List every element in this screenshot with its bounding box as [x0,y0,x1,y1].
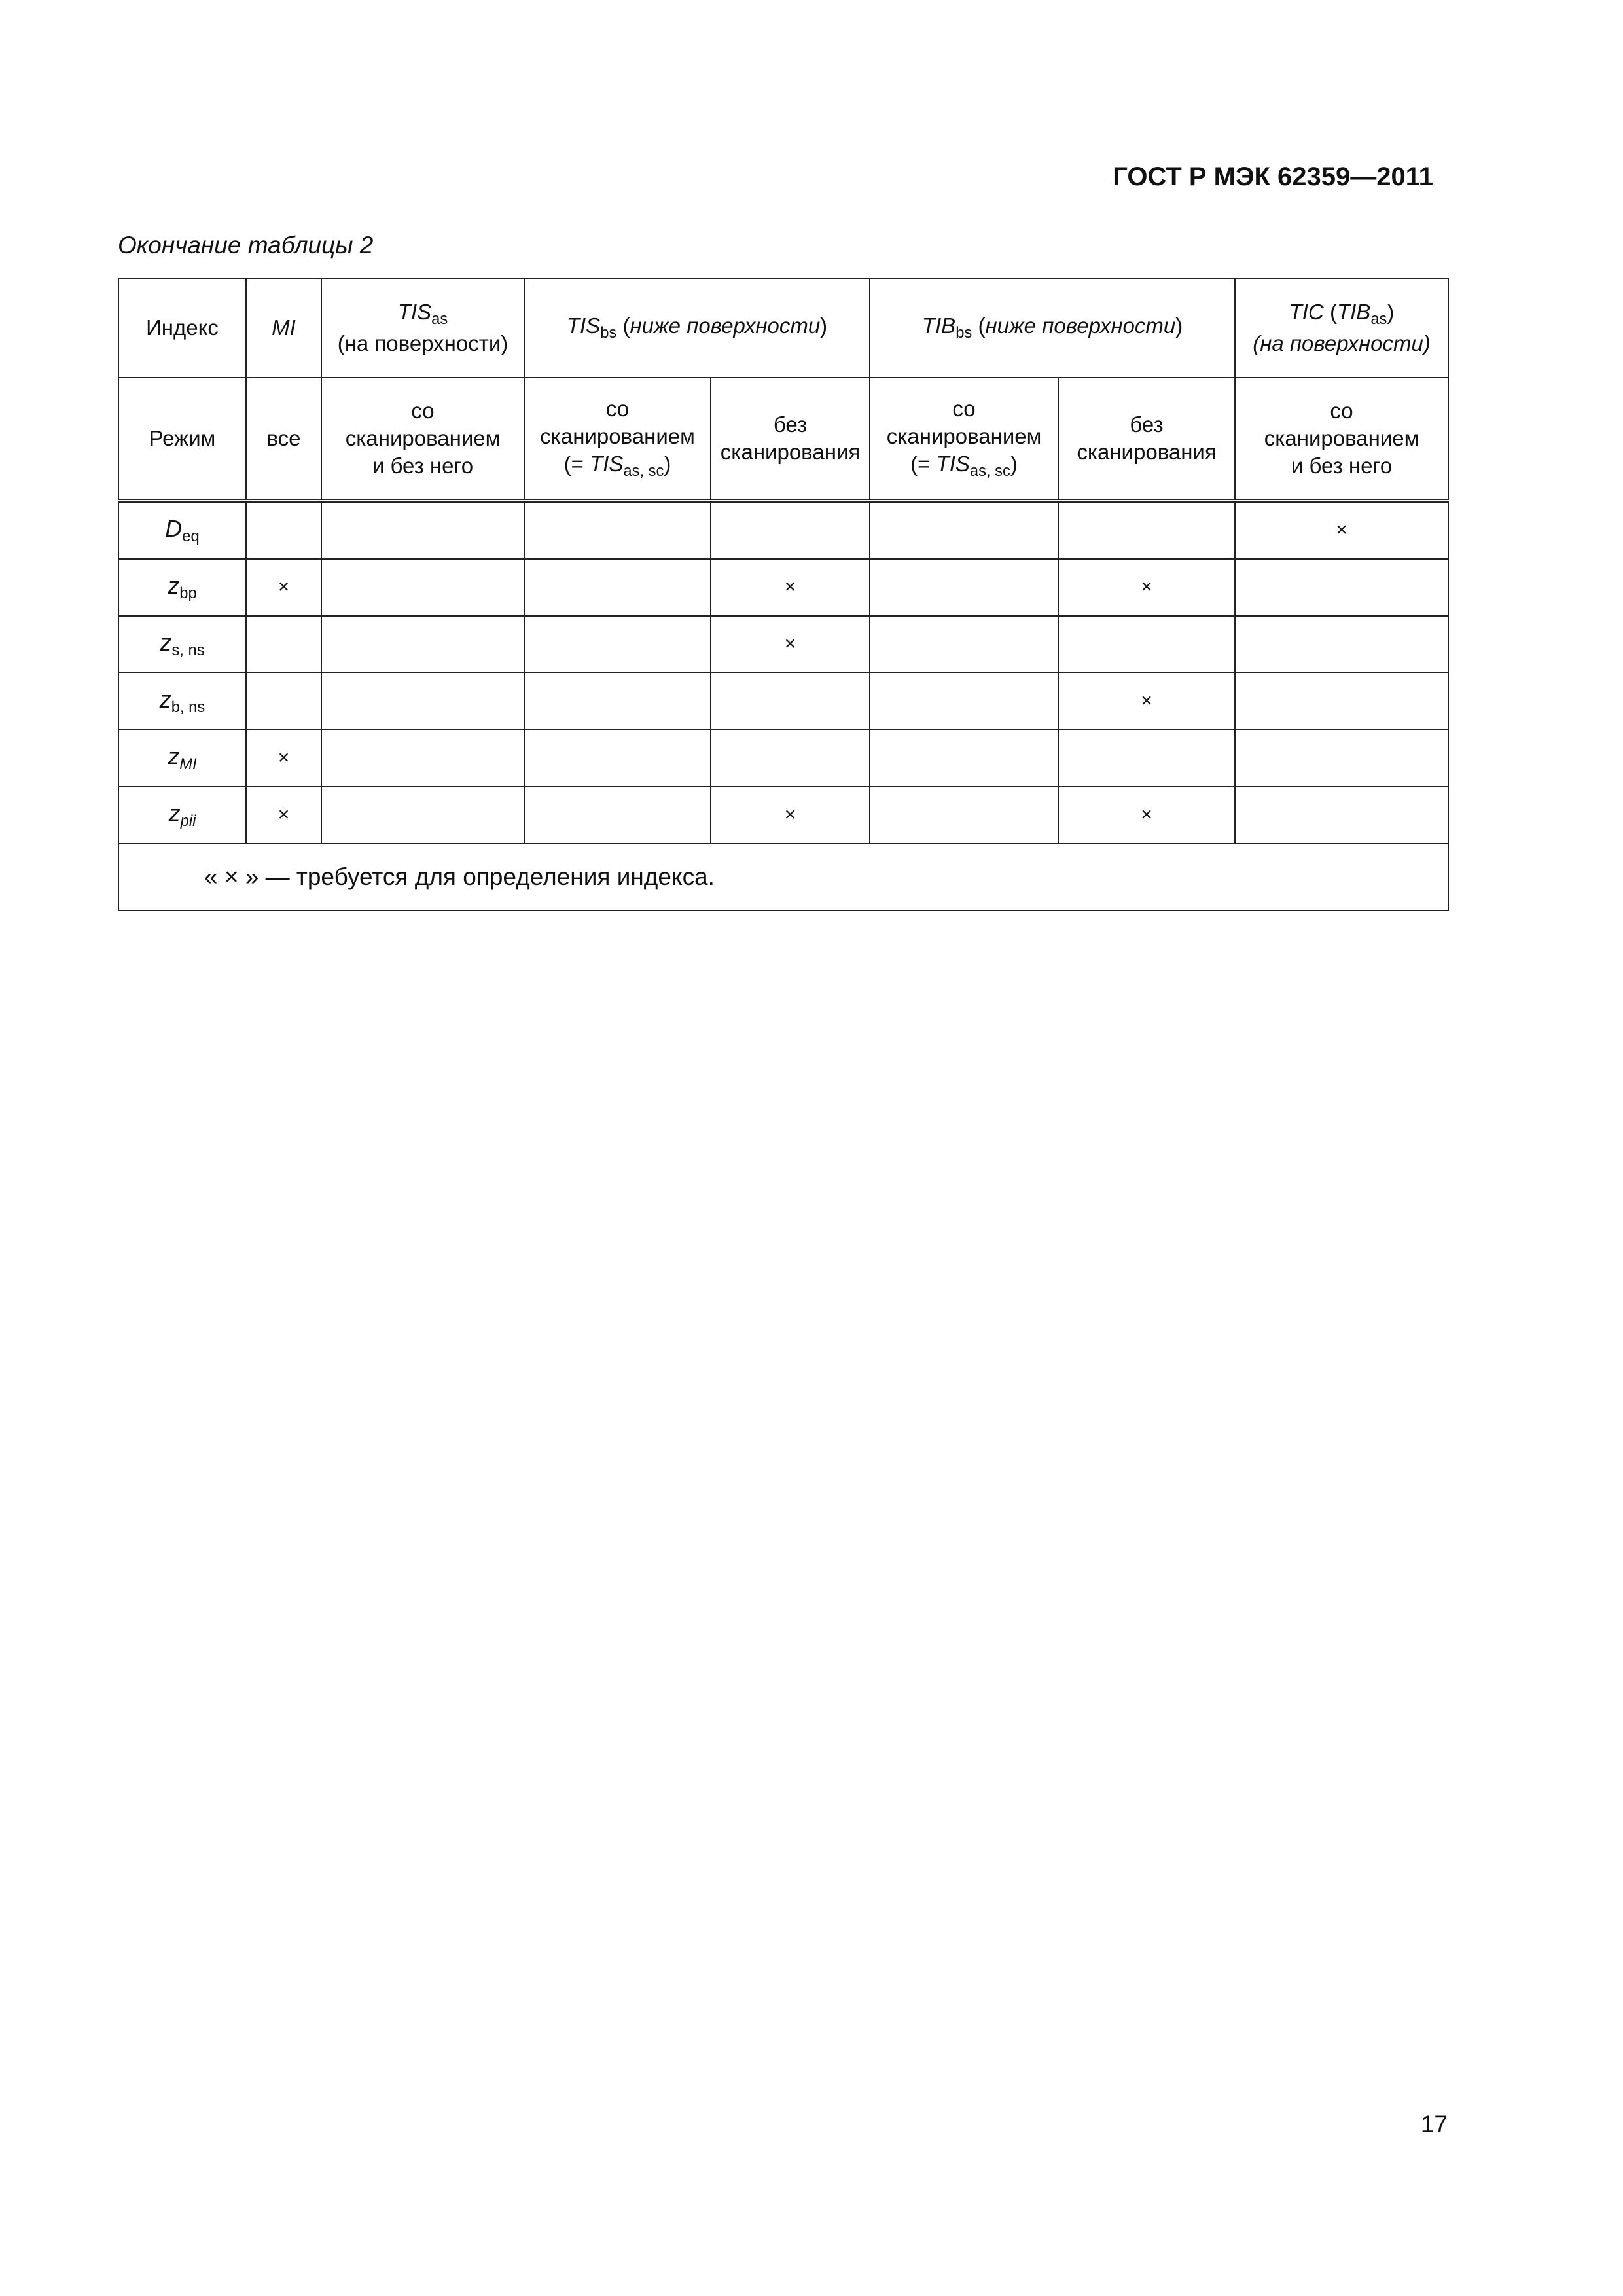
mode-col-tib-bs-scan [870,378,1058,501]
tib-bs-note: ниже поверхности [985,314,1176,338]
table-row [118,501,1448,559]
mode-c2-l1: со [605,397,630,421]
tis-as-note: (на поверхности) [337,331,508,355]
header-row-index [118,278,1448,378]
mode-c3-l2: сканирования [720,440,861,464]
row-symbol-base: z [168,743,180,770]
table-cell: × [1058,673,1235,730]
tic-tib: TIB [1336,300,1371,325]
mode-c3-l1: без [773,412,808,437]
mode-col-tis-bs-scan [524,378,711,501]
header-tis-as [321,278,524,378]
tis-bs-note: ниже поверхности [630,314,821,338]
mode-c2-sub: as, sc [623,462,664,480]
row-symbol [118,730,246,787]
mode-c2-close: ) [664,452,671,476]
table-cell [524,673,711,730]
tis-bs-close: ) [820,314,828,338]
mode-c5-l1: без [1130,412,1164,437]
row-symbol [118,616,246,673]
table-cell [524,787,711,844]
row-symbol-base: D [165,515,183,543]
row-symbol [118,787,246,844]
mode-c1-l2: сканированием [345,425,501,450]
mode-c2-tis: TIS [590,452,624,476]
row-symbol-base: z [168,572,180,600]
table-cell [870,501,1058,559]
table-cell: × [711,787,870,844]
table-cell [246,501,321,559]
tis-bs-open: ( [616,314,630,338]
mode-col-tis-as [321,378,524,501]
mode-c4-tis: TIS [936,452,970,476]
row-symbol-sub: pii [180,812,196,831]
mode-label: Режим [118,378,246,501]
table-cell [321,673,524,730]
tic-tib-sub: as [1370,310,1387,329]
table-row [118,616,1448,673]
table-cell [711,673,870,730]
table-cell [524,730,711,787]
table-cell [1235,616,1448,673]
mode-c4-l2: сканированием [886,424,1042,449]
mode-c2-eq: (= [563,452,590,476]
header-tic [1235,278,1448,378]
table-row [118,787,1448,844]
table-caption: Окончание таблицы 2 [118,232,374,259]
table-cell [1235,559,1448,616]
tic-note: (на поверхности) [1253,331,1431,355]
tis-as-sub: as [431,310,448,329]
mode-c6-l3: и без него [1291,454,1393,478]
mode-col-tic [1235,378,1448,501]
tib-bs-base: TIB [921,314,956,338]
row-symbol-sub: bp [179,584,197,603]
table-cell [870,616,1058,673]
table-cell: × [1058,787,1235,844]
row-symbol [118,559,246,616]
table-row [118,559,1448,616]
table-cell [1235,730,1448,787]
mode-c4-close: ) [1010,452,1018,476]
header-index: Индекс [118,278,246,378]
table-cell [870,559,1058,616]
table-cell [870,730,1058,787]
tic-close: ) [1387,300,1395,325]
table-cell [1058,616,1235,673]
table-cell [1058,730,1235,787]
table-cell [1235,673,1448,730]
tib-bs-close: ) [1175,314,1183,338]
row-symbol-sub: b, ns [171,698,205,717]
table-cell [1058,501,1235,559]
header-tis-bs [524,278,870,378]
mode-c4-eq: (= [910,452,936,476]
mode-c1-l1: со [411,398,435,423]
table-cell: × [1058,559,1235,616]
table-cell: × [711,616,870,673]
table-cell [321,787,524,844]
page-number: 17 [1420,2111,1448,2138]
tis-bs-sub: bs [600,324,617,342]
mode-c5-l2: сканирования [1077,440,1217,464]
mode-all: все [246,378,321,501]
mode-c1-l3: и без него [372,454,474,478]
row-symbol-sub: eq [182,528,200,546]
footnote-row [118,844,1448,910]
table-cell [321,730,524,787]
row-symbol [118,673,246,730]
mode-col-tib-bs-noscan [1058,378,1235,501]
mode-c2-l2: сканированием [540,424,695,449]
table-cell [246,616,321,673]
table-cell [870,787,1058,844]
mode-c6-l1: со [1330,398,1353,423]
table-cell [524,501,711,559]
tis-bs-base: TIS [566,314,601,338]
mi-label: MI [272,315,296,340]
table-cell [246,673,321,730]
mode-col-tis-bs-noscan [711,378,870,501]
tib-bs-open: ( [972,314,986,338]
standard-designation: ГОСТ Р МЭК 62359—2011 [1113,162,1433,191]
table-cell [1235,787,1448,844]
table-cell [321,501,524,559]
table-cell [524,616,711,673]
header-tib-bs [870,278,1235,378]
table-cell: × [711,559,870,616]
mode-c4-l1: со [952,397,976,421]
table-footnote: « × » — требуется для определения индекса. [118,844,1448,910]
table-cell: × [246,730,321,787]
row-symbol [118,501,246,559]
header-row-mode [118,378,1448,501]
mode-c4-sub: as, sc [969,462,1010,480]
table-row [118,730,1448,787]
header-mi [246,278,321,378]
table-cell [321,616,524,673]
row-symbol-base: z [168,800,181,827]
row-symbol-sub: s, ns [171,641,205,660]
table-cell [524,559,711,616]
table-cell [711,730,870,787]
tib-bs-sub: bs [955,324,972,342]
table-cell [711,501,870,559]
row-symbol-base: z [160,629,172,656]
tic-base: TIC [1289,300,1324,325]
requirements-table [118,278,1449,911]
row-symbol-base: z [159,686,171,713]
table-cell [321,559,524,616]
row-symbol-sub: MI [179,755,197,774]
table-cell: × [246,787,321,844]
tic-open: ( [1323,300,1337,325]
table-cell [870,673,1058,730]
table-row [118,673,1448,730]
mode-c6-l2: сканированием [1264,425,1419,450]
tis-as-base: TIS [397,300,432,325]
table-cell: × [1235,501,1448,559]
table-cell: × [246,559,321,616]
